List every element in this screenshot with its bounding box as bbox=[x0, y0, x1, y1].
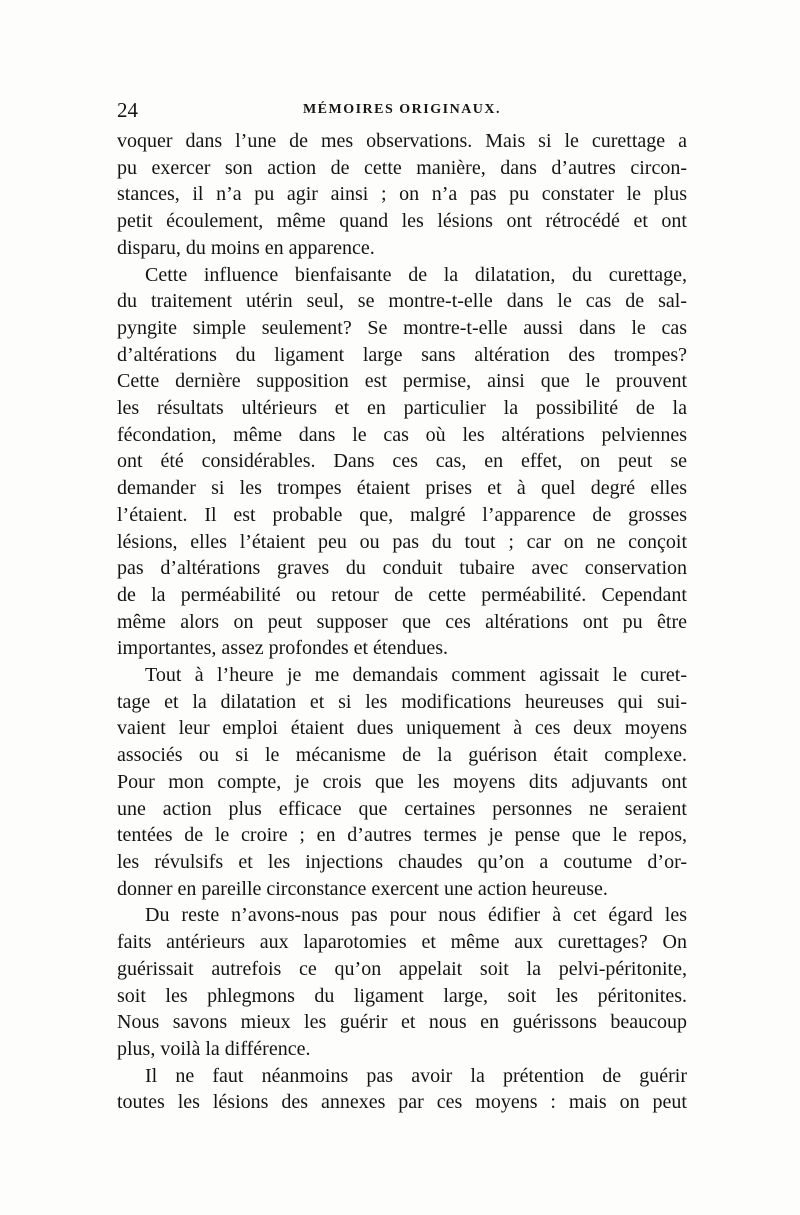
text-line: Pour mon compte, je crois que les moyens dits adjuvants ont bbox=[117, 770, 687, 793]
page-number: 24 bbox=[117, 98, 138, 122]
text-line: disparu, du moins en apparence. bbox=[117, 236, 375, 259]
text-line: d’altérations du ligament large sans altération des trompes? bbox=[117, 343, 687, 366]
text-line: même alors on peut supposer que ces altérations ont pu être bbox=[117, 610, 687, 633]
text-line: ont été considérables. Dans ces cas, en effet, on peut se bbox=[117, 450, 687, 473]
text-line: les résultats ultérieurs et en particulier la possibilité de la bbox=[117, 397, 687, 420]
text-line: donner en pareille circonstance exercent une action heureuse. bbox=[117, 877, 608, 900]
text-line: guérissait autrefois ce qu’on appelait soit la pelvi-péritonite, bbox=[117, 957, 687, 980]
running-head bbox=[117, 96, 687, 124]
text-line: Du reste n’avons-nous pas pour nous édifier à cet égard les bbox=[145, 904, 687, 927]
text-line: soit les phlegmons du ligament large, soit les péritonites. bbox=[117, 984, 687, 1007]
text-line: faits antérieurs aux laparotomies et même aux curettages? On bbox=[117, 931, 687, 954]
text-line: de la perméabilité ou retour de cette perméabilité. Cependant bbox=[117, 583, 687, 606]
text-line: Tout à l’heure je me demandais comment agissait le curet- bbox=[145, 664, 687, 687]
text-line: petit écoulement, même quand les lésions ont rétrocédé et ont bbox=[117, 210, 687, 233]
text-line: importantes, assez profondes et étendues. bbox=[117, 637, 449, 660]
text-line: l’étaient. Il est probable que, malgré l’apparence de grosses bbox=[117, 503, 687, 526]
text-line: fécondation, même dans le cas où les altérations pelviennes bbox=[117, 423, 687, 446]
text-line: pas d’altérations graves du conduit tubaire avec conservation bbox=[117, 557, 687, 580]
text-line: Nous savons mieux les guérir et nous en guérissons beaucoup bbox=[117, 1011, 687, 1034]
text-line: Cette influence bienfaisante de la dilatation, du curettage, bbox=[145, 263, 687, 286]
text-line: Cette dernière supposition est permise, ainsi que le prouvent bbox=[117, 370, 687, 393]
text-line: pu exercer son action de cette manière, dans d’autres circon- bbox=[117, 156, 687, 179]
text-line: plus, voilà la différence. bbox=[117, 1037, 311, 1060]
text-line: tentées de le croire ; en d’autres termes je pense que le repos, bbox=[117, 824, 687, 847]
text-line: Il ne faut néanmoins pas avoir la prétention de guérir bbox=[145, 1064, 687, 1087]
text-line: une action plus efficace que certaines personnes ne seraient bbox=[117, 797, 687, 820]
text-line: toutes les lésions des annexes par ces moyens : mais on peut bbox=[117, 1091, 687, 1114]
text-line: associés ou si le mécanisme de la guérison était complexe. bbox=[117, 744, 687, 767]
text-line: voquer dans l’une de mes observations. Mais si le curettage a bbox=[117, 130, 687, 152]
text-line: lésions, elles l’étaient peu ou pas du tout ; car on ne conçoit bbox=[117, 530, 687, 553]
running-title: MÉMOIRES ORIGINAUX. bbox=[302, 102, 502, 117]
text-line: du traitement utérin seul, se montre-t-elle dans le cas de sal- bbox=[117, 290, 687, 313]
text-line: vaient leur emploi étaient dues uniquement à ces deux moyens bbox=[117, 717, 687, 740]
text-line: les révulsifs et les injections chaudes qu’on a coutume d’or- bbox=[117, 850, 687, 873]
body-text bbox=[117, 128, 687, 1116]
text-line: stances, il n’a pu agir ainsi ; on n’a pas pu constater le plus bbox=[117, 183, 687, 206]
text-line: tage et la dilatation et si les modifications heureuses qui sui- bbox=[117, 690, 687, 713]
text-line: demander si les trompes étaient prises et à quel degré elles bbox=[117, 477, 687, 500]
text-line: pyngite simple seulement? Se montre-t-elle aussi dans le cas bbox=[117, 316, 687, 339]
